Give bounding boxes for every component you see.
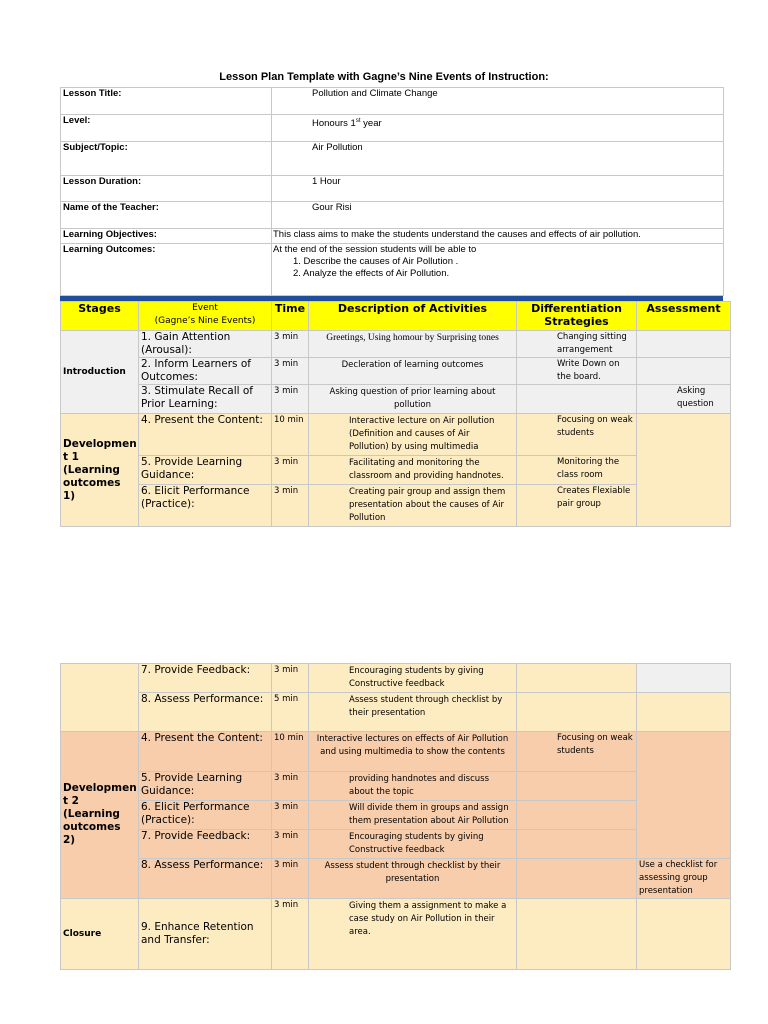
strategy-cell bbox=[517, 693, 637, 732]
time-cell: 10 min bbox=[272, 414, 309, 456]
header-assessment: Assessment bbox=[637, 302, 731, 331]
event-cell: 4. Present the Content: bbox=[139, 414, 272, 456]
objectives-value: This class aims to make the students understand the causes and effects of air pollution. bbox=[272, 229, 724, 244]
event-cell: 6. Elicit Performance (Practice): bbox=[139, 801, 272, 830]
time-cell: 3 min bbox=[272, 772, 309, 801]
time-cell: 3 min bbox=[272, 456, 309, 485]
time-cell: 3 min bbox=[272, 830, 309, 859]
time-cell: 5 min bbox=[272, 693, 309, 732]
assessment-cell bbox=[637, 899, 731, 970]
header-description: Description of Activities bbox=[309, 302, 517, 331]
teacher-value: Gour Risi bbox=[272, 202, 724, 229]
strategy-cell: Creates Flexiable pair group bbox=[517, 485, 637, 527]
header-time: Time bbox=[272, 302, 309, 331]
time-cell: 3 min bbox=[272, 385, 309, 414]
subject-label: Subject/Topic: bbox=[61, 142, 272, 176]
strategy-cell: Focusing on weak students bbox=[517, 732, 637, 772]
description-cell: providing handnotes and discuss about the topic bbox=[309, 772, 517, 801]
strategy-cell bbox=[517, 385, 637, 414]
description-cell: Giving them a assignment to make a case study on Air Pollution in their area. bbox=[309, 899, 517, 970]
description-cell: Interactive lectures on effects of Air Pollution and using multimedia to show the contents bbox=[309, 732, 517, 772]
strategy-cell bbox=[517, 899, 637, 970]
subject-value: Air Pollution bbox=[272, 142, 724, 176]
description-cell: Decleration of learning outcomes bbox=[309, 358, 517, 385]
event-cell: 6. Elicit Performance (Practice): bbox=[139, 485, 272, 527]
event-cell: 8. Assess Performance: bbox=[139, 859, 272, 899]
strategy-cell: Focusing on weak students bbox=[517, 414, 637, 456]
strategy-cell bbox=[517, 772, 637, 801]
stage-introduction: Introduction bbox=[61, 331, 139, 414]
lesson-plan-table-part1 bbox=[60, 301, 731, 527]
assessment-cell bbox=[637, 358, 731, 385]
event-cell: 2. Inform Learners of Outcomes: bbox=[139, 358, 272, 385]
level-value: Honours 1st year bbox=[272, 115, 724, 142]
lesson-title-label: Lesson Title: bbox=[61, 88, 272, 115]
assessment-cell bbox=[637, 414, 731, 527]
lesson-title-value: Pollution and Climate Change bbox=[272, 88, 724, 115]
time-cell: 10 min bbox=[272, 732, 309, 772]
lesson-info-table bbox=[60, 87, 724, 296]
time-cell: 3 min bbox=[272, 331, 309, 358]
description-cell: Encouraging students by giving Constructive feedback bbox=[309, 830, 517, 859]
objectives-label: Learning Objectives: bbox=[61, 229, 272, 244]
assessment-cell bbox=[637, 693, 731, 732]
description-cell: Encouraging students by giving Constructive feedback bbox=[309, 664, 517, 693]
stage-development-1: Developmen t 1 (Learning outcomes 1) bbox=[61, 414, 139, 527]
time-cell: 3 min bbox=[272, 485, 309, 527]
description-cell: Interactive lecture on Air pollution (Definition and causes of Air Pollution) by using multimedia bbox=[309, 414, 517, 456]
header-differentiation: Differentiation Strategies bbox=[517, 302, 637, 331]
strategy-cell bbox=[517, 859, 637, 899]
strategy-cell: Monitoring the class room bbox=[517, 456, 637, 485]
strategy-cell: Write Down on the board. bbox=[517, 358, 637, 385]
document-title: Lesson Plan Template with Gagne’s Nine Events of Instruction: bbox=[219, 71, 549, 83]
time-cell: 3 min bbox=[272, 899, 309, 970]
description-cell: Assess student through checklist by their presentation bbox=[309, 859, 517, 899]
assessment-cell: Use a checklist for assessing group presentation bbox=[637, 859, 731, 899]
time-cell: 3 min bbox=[272, 664, 309, 693]
header-event: Event (Gagne’s Nine Events) bbox=[139, 302, 272, 331]
event-cell: 8. Assess Performance: bbox=[139, 693, 272, 732]
time-cell: 3 min bbox=[272, 801, 309, 830]
outcome-item: 2. Analyze the effects of Air Pollution. bbox=[293, 268, 450, 279]
event-cell: 1. Gain Attention (Arousal): bbox=[139, 331, 272, 358]
assessment-cell bbox=[637, 732, 731, 859]
outcomes-label: Learning Outcomes: bbox=[61, 244, 272, 296]
assessment-cell: Asking question bbox=[637, 385, 731, 414]
time-cell: 3 min bbox=[272, 358, 309, 385]
teacher-label: Name of the Teacher: bbox=[61, 202, 272, 229]
outcomes-intro: At the end of the session students will be able to bbox=[273, 244, 477, 255]
event-cell: 5. Provide Learning Guidance: bbox=[139, 456, 272, 485]
event-cell: 7. Provide Feedback: bbox=[139, 664, 272, 693]
duration-label: Lesson Duration: bbox=[61, 176, 272, 202]
description-cell: Greetings, Using homour by Surprising tones bbox=[309, 331, 517, 358]
description-cell: Assess student through checklist by their presentation bbox=[309, 693, 517, 732]
stage-closure: Closure bbox=[61, 899, 139, 970]
outcome-item: 1. Describe the causes of Air Pollution . bbox=[293, 256, 459, 267]
event-cell: 9. Enhance Retention and Transfer: bbox=[139, 899, 272, 970]
time-cell: 3 min bbox=[272, 859, 309, 899]
level-label: Level: bbox=[61, 115, 272, 142]
description-cell: Creating pair group and assign them presentation about the causes of Air Pollution bbox=[309, 485, 517, 527]
header-stages: Stages bbox=[61, 302, 139, 331]
strategy-cell: Changing sitting arrangement bbox=[517, 331, 637, 358]
outcomes-value bbox=[272, 244, 724, 296]
strategy-cell bbox=[517, 664, 637, 693]
strategy-cell bbox=[517, 830, 637, 859]
description-cell: Will divide them in groups and assign them presentation about Air Pollution bbox=[309, 801, 517, 830]
event-cell: 7. Provide Feedback: bbox=[139, 830, 272, 859]
duration-value: 1 Hour bbox=[272, 176, 724, 202]
stage-development-2: Developmen t 2 (Learning outcomes 2) bbox=[61, 732, 139, 899]
strategy-cell bbox=[517, 801, 637, 830]
description-cell: Facilitating and monitoring the classroom and providing handnotes. bbox=[309, 456, 517, 485]
stage-empty bbox=[61, 664, 139, 732]
event-cell: 3. Stimulate Recall of Prior Learning: bbox=[139, 385, 272, 414]
description-cell: Asking question of prior learning about pollution bbox=[309, 385, 517, 414]
assessment-cell bbox=[637, 664, 731, 693]
lesson-plan-table-part2 bbox=[60, 663, 731, 970]
assessment-cell bbox=[637, 331, 731, 358]
event-cell: 5. Provide Learning Guidance: bbox=[139, 772, 272, 801]
event-cell: 4. Present the Content: bbox=[139, 732, 272, 772]
